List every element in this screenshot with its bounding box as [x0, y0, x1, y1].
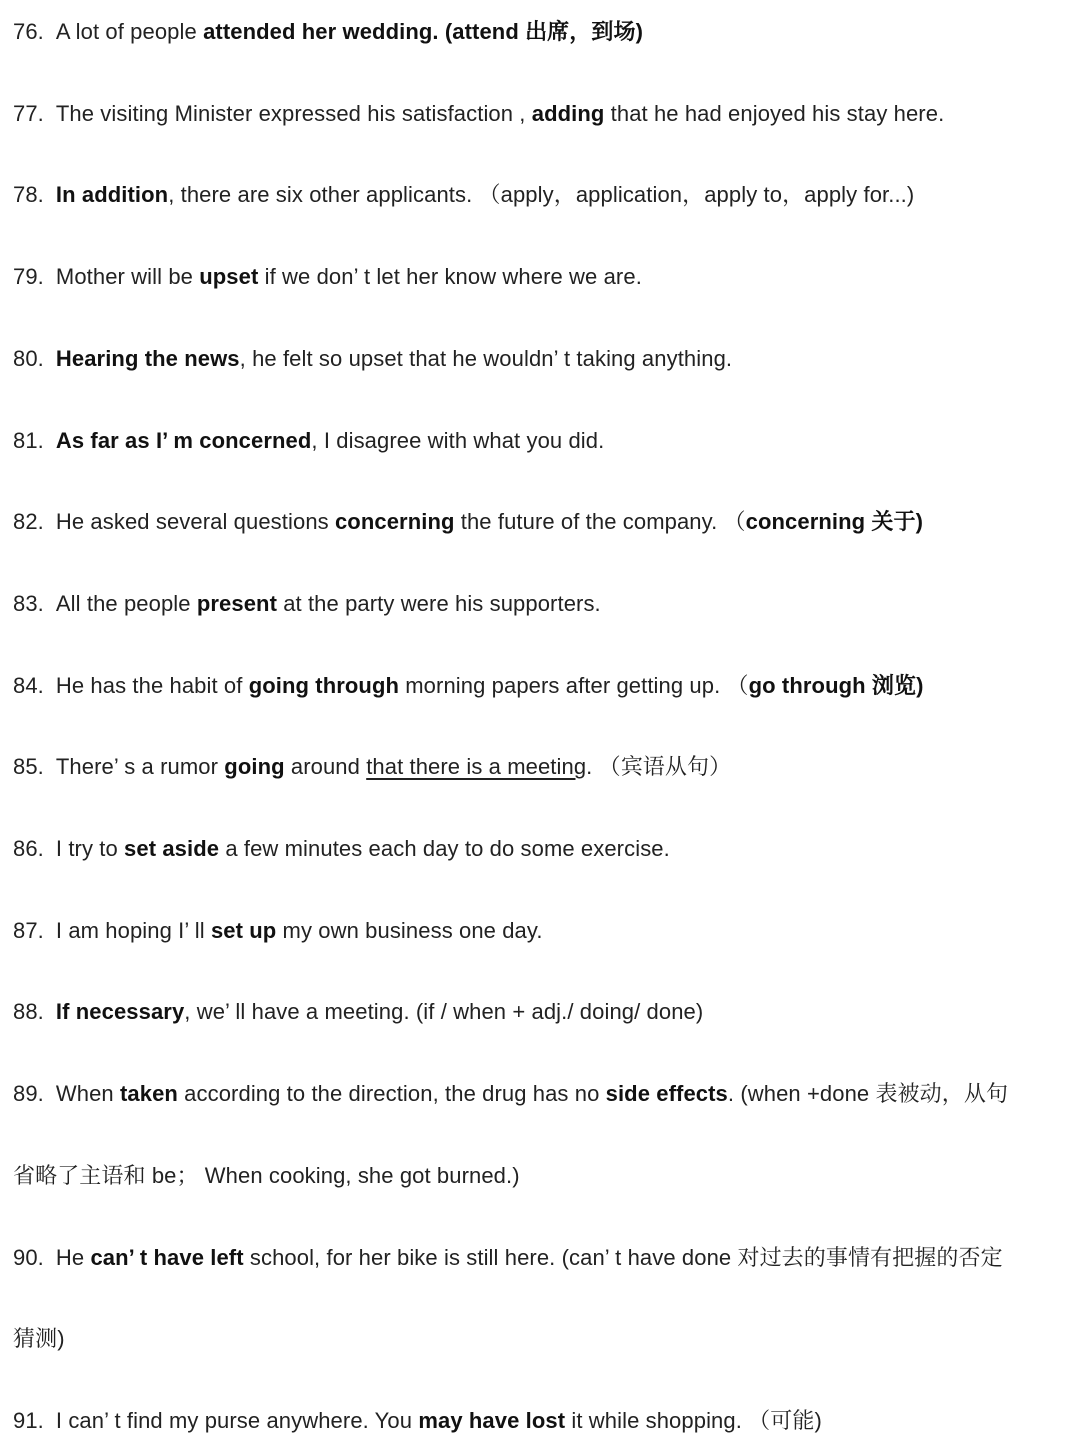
bold-phrase: going through: [248, 673, 400, 698]
text-segment: if we don’ t let her know where we are.: [258, 264, 642, 289]
text-segment: I can’ t find my purse anywhere. You: [55, 1408, 419, 1433]
text-segment: morning papers after getting up. （: [399, 673, 749, 698]
item-number: 85.: [13, 754, 44, 779]
bold-phrase: taken: [119, 1081, 178, 1106]
text-line: [13, 1243, 1074, 1273]
text-line: [13, 752, 1074, 782]
text-line: [13, 671, 1074, 701]
item-number: 76.: [13, 19, 44, 44]
bold-phrase: can’ t have left: [90, 1245, 244, 1270]
text-line: [13, 99, 1074, 129]
text-line: [13, 1406, 1074, 1436]
text-segment: that he had enjoyed his stay here.: [604, 101, 945, 126]
text-segment: it while shopping. （可能): [565, 1408, 822, 1433]
bold-phrase: going: [224, 754, 285, 779]
text-segment: A lot of people: [55, 19, 204, 44]
text-line: [13, 834, 1074, 864]
item-number: 86.: [13, 836, 44, 861]
text-segment: 省略了主语和 be； When cooking, she got burned.): [13, 1163, 520, 1188]
text-segment: . (when +done 表被动，从句: [727, 1081, 1009, 1106]
text-segment: around: [284, 754, 367, 779]
text-line: [13, 1161, 1074, 1191]
bold-phrase: In addition: [55, 182, 169, 207]
underlined-phrase: that there is a meeting: [366, 754, 587, 779]
bold-phrase: upset: [199, 264, 259, 289]
text-line: [13, 426, 1074, 456]
text-line: [13, 1324, 1074, 1354]
bold-phrase: set aside: [124, 836, 220, 861]
item-number: 91.: [13, 1408, 44, 1433]
item-number: 87.: [13, 918, 44, 943]
text-line: [13, 262, 1074, 292]
bold-phrase: As far as I’ m concerned: [55, 428, 312, 453]
text-segment: When: [55, 1081, 120, 1106]
item-number: 88.: [13, 999, 44, 1024]
text-segment: 猜测): [13, 1326, 65, 1351]
item-number: 81.: [13, 428, 44, 453]
item-number: 80.: [13, 346, 44, 371]
text-segment: school, for her bike is still here. (can’ t have done 对过去的事情有把握的否定: [243, 1245, 1003, 1270]
text-segment: , there are six other applicants. （apply，application，apply to，apply for...): [168, 182, 915, 207]
item-number: 77.: [13, 101, 44, 126]
bold-phrase: Hearing the news: [55, 346, 240, 371]
text-segment: There’ s a rumor: [55, 754, 225, 779]
item-number: 82.: [13, 509, 44, 534]
text-segment: All the people: [55, 591, 197, 616]
bold-phrase: present: [196, 591, 277, 616]
item-number: 79.: [13, 264, 44, 289]
text-segment: The visiting Minister expressed his satisfaction ,: [55, 101, 532, 126]
bold-phrase: If necessary: [55, 999, 185, 1024]
bold-phrase: go through 浏览): [748, 673, 924, 698]
text-line: [13, 997, 1074, 1027]
bold-phrase: concerning 关于): [745, 509, 924, 534]
text-line: [13, 17, 1074, 47]
text-line: [13, 916, 1074, 946]
text-segment: , he felt so upset that he wouldn’ t taking anything.: [239, 346, 733, 371]
text-line: [13, 1079, 1074, 1109]
item-number: 89.: [13, 1081, 44, 1106]
text-segment: a few minutes each day to do some exercise.: [219, 836, 670, 861]
item-number: 78.: [13, 182, 44, 207]
bold-phrase: side effects: [605, 1081, 728, 1106]
text-line: [13, 589, 1074, 619]
bold-phrase: set up: [210, 918, 277, 943]
text-line: [13, 180, 1074, 210]
text-segment: Mother will be: [55, 264, 200, 289]
bold-phrase: attended her wedding.: [203, 19, 439, 44]
bold-phrase: concerning: [334, 509, 455, 534]
item-number: 84.: [13, 673, 44, 698]
text-segment: He asked several questions: [55, 509, 335, 534]
text-segment: He has the habit of: [55, 673, 249, 698]
text-segment: , I disagree with what you did.: [311, 428, 605, 453]
text-segment: according to the direction, the drug has no: [177, 1081, 606, 1106]
item-number: 83.: [13, 591, 44, 616]
text-segment: the future of the company. （: [454, 509, 746, 534]
bold-phrase: may have lost: [418, 1408, 566, 1433]
text-segment: my own business one day.: [276, 918, 543, 943]
text-segment: I am hoping I’ ll: [55, 918, 211, 943]
text-segment: at the party were his supporters.: [277, 591, 601, 616]
text-line: [13, 344, 1074, 374]
text-line: [13, 507, 1074, 537]
text-segment: . （宾语从句）: [586, 754, 732, 779]
item-number: 90.: [13, 1245, 44, 1270]
text-segment: He: [55, 1245, 91, 1270]
bold-phrase: adding: [531, 101, 605, 126]
text-segment: I try to: [55, 836, 125, 861]
text-segment: , we’ ll have a meeting. (if / when + adj./ doing/ done): [184, 999, 704, 1024]
bold-phrase: (attend 出席，到场): [438, 19, 644, 44]
